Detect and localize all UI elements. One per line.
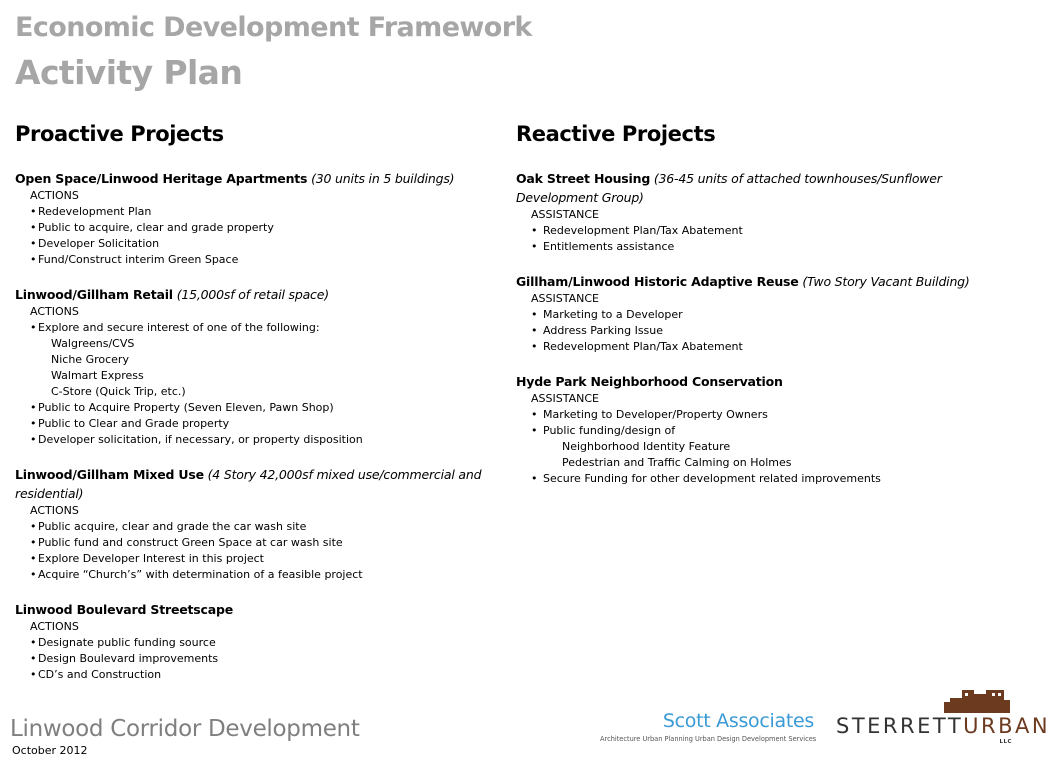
list-item: • Public funding/design of — [531, 424, 676, 437]
footer-date: October 2012 — [12, 744, 88, 757]
project-retail — [15, 285, 485, 448]
project-title — [516, 169, 1016, 207]
bullet-icon: • — [30, 205, 37, 218]
bullet-icon: • — [531, 224, 538, 237]
list-item: • Public to Clear and Grade property — [30, 417, 230, 430]
bullet-icon: • — [30, 636, 37, 649]
bullet-icon: • — [30, 237, 37, 250]
sterrett-urban-logo — [836, 690, 1050, 746]
list-item: • Redevelopment Plan/Tax Abatement — [531, 340, 743, 353]
footer-title: Linwood Corridor Development — [10, 716, 360, 742]
list-item: • Explore and secure interest of one of the following: — [30, 321, 320, 334]
sub-item: Pedestrian and Traffic Calming on Holmes — [562, 456, 792, 469]
bullet-icon: • — [30, 652, 37, 665]
assistance-list — [516, 223, 1016, 255]
list-item: • Public fund and construct Green Space at car wash site — [30, 536, 343, 549]
project-note: (4 Story 42,000sf mixed use/commercial and residential) — [15, 467, 482, 501]
actions-label: ACTIONS — [30, 189, 79, 202]
bullet-icon: • — [531, 408, 538, 421]
sub-list — [15, 336, 485, 400]
project-note: (15,000sf of retail space) — [176, 287, 329, 302]
scott-associates-tagline: Architecture Urban Planning Urban Design Development Services — [600, 735, 817, 743]
bullet-icon: • — [30, 520, 37, 533]
scott-associates-logo — [600, 710, 817, 743]
assistance-list — [516, 307, 1016, 355]
sub-item: C-Store (Quick Trip, etc.) — [51, 385, 186, 398]
title-line-1: Economic Development Framework — [15, 12, 532, 43]
bullet-icon: • — [531, 240, 538, 253]
list-item: • Designate public funding source — [30, 636, 216, 649]
proactive-heading: Proactive Projects — [15, 122, 224, 146]
bullet-icon: • — [531, 308, 538, 321]
bullet-icon: • — [30, 536, 37, 549]
list-item: • Acquire “Church’s” with determination of a feasible project — [30, 568, 363, 581]
project-name: Linwood Boulevard Streetscape — [15, 602, 233, 617]
assistance-label: ASSISTANCE — [531, 292, 599, 305]
list-item: • Marketing to Developer/Property Owners — [531, 408, 768, 421]
bullet-icon: • — [30, 552, 37, 565]
sterrett-urban-llc: LLC — [999, 739, 1012, 745]
project-adaptive-reuse — [516, 272, 1016, 355]
reactive-heading: Reactive Projects — [516, 122, 716, 146]
project-mixed-use — [15, 465, 485, 583]
sub-item: Niche Grocery — [51, 353, 129, 366]
reactive-column — [516, 118, 1016, 504]
project-title — [15, 169, 485, 188]
project-note: (Two Story Vacant Building) — [802, 274, 970, 289]
assistance-list — [516, 471, 1016, 487]
action-list — [15, 204, 485, 268]
list-item: • Entitlements assistance — [531, 240, 675, 253]
action-list — [15, 320, 485, 336]
list-item: • Public to acquire, clear and grade property — [30, 221, 274, 234]
actions-label: ACTIONS — [30, 305, 79, 318]
list-item: • Developer solicitation, if necessary, or property disposition — [30, 433, 363, 446]
sub-item: Walmart Express — [51, 369, 144, 382]
project-name: Hyde Park Neighborhood Conservation — [516, 374, 783, 389]
project-title — [516, 372, 1016, 391]
bullet-icon: • — [30, 321, 37, 334]
bullet-icon: • — [30, 401, 37, 414]
action-list — [15, 400, 485, 448]
bullet-icon: • — [30, 433, 37, 446]
proactive-column — [15, 118, 485, 700]
bullet-icon: • — [531, 324, 538, 337]
actions-label: ACTIONS — [30, 620, 79, 633]
list-item: • CD’s and Construction — [30, 668, 162, 681]
bullet-icon: • — [30, 417, 37, 430]
project-note: (36-45 units of attached townhouses/Sunflower Development Group) — [516, 171, 942, 205]
project-note: (30 units in 5 buildings) — [311, 171, 455, 186]
bullet-icon: • — [30, 568, 37, 581]
list-item: • Public to Acquire Property (Seven Eleven, Pawn Shop) — [30, 401, 334, 414]
action-list — [15, 519, 485, 583]
bullet-icon: • — [531, 472, 538, 485]
sub-item: Neighborhood Identity Feature — [562, 440, 731, 453]
list-item: • Redevelopment Plan — [30, 205, 152, 218]
title-line-2: Activity Plan — [15, 53, 243, 92]
project-title — [516, 272, 1016, 291]
project-hyde-park — [516, 372, 1016, 487]
sterrett-urban-name: STERRETTURBAN — [836, 714, 1050, 738]
sub-item: Walgreens/CVS — [51, 337, 135, 350]
project-open-space — [15, 169, 485, 268]
bullet-icon: • — [30, 221, 37, 234]
list-item: • Redevelopment Plan/Tax Abatement — [531, 224, 743, 237]
assistance-label: ASSISTANCE — [531, 392, 599, 405]
project-title — [15, 465, 485, 503]
list-item: • Explore Developer Interest in this project — [30, 552, 264, 565]
project-title — [15, 285, 485, 304]
list-item: • Marketing to a Developer — [531, 308, 683, 321]
project-name: Linwood/Gillham Mixed Use — [15, 467, 204, 482]
bullet-icon: • — [30, 668, 37, 681]
bullet-icon: • — [531, 424, 538, 437]
action-list — [15, 635, 485, 683]
list-item: • Design Boulevard improvements — [30, 652, 219, 665]
list-item: • Fund/Construct interim Green Space — [30, 253, 239, 266]
actions-label: ACTIONS — [30, 504, 79, 517]
project-name: Linwood/Gillham Retail — [15, 287, 173, 302]
assistance-label: ASSISTANCE — [531, 208, 599, 221]
scott-associates-name: Scott Associates — [662, 710, 814, 732]
project-name: Gillham/Linwood Historic Adaptive Reuse — [516, 274, 799, 289]
project-title — [15, 600, 485, 619]
skyline-icon — [836, 690, 1016, 714]
project-streetscape — [15, 600, 485, 683]
project-name: Open Space/Linwood Heritage Apartments — [15, 171, 308, 186]
assistance-list — [516, 407, 1016, 439]
list-item: • Public acquire, clear and grade the car wash site — [30, 520, 307, 533]
list-item: • Address Parking Issue — [531, 324, 664, 337]
bullet-icon: • — [531, 340, 538, 353]
list-item: • Developer Solicitation — [30, 237, 160, 250]
bullet-icon: • — [30, 253, 37, 266]
project-oak-street — [516, 169, 1016, 255]
sub-list — [516, 439, 1016, 471]
project-name: Oak Street Housing — [516, 171, 651, 186]
list-item: • Secure Funding for other development related improvements — [531, 472, 881, 485]
